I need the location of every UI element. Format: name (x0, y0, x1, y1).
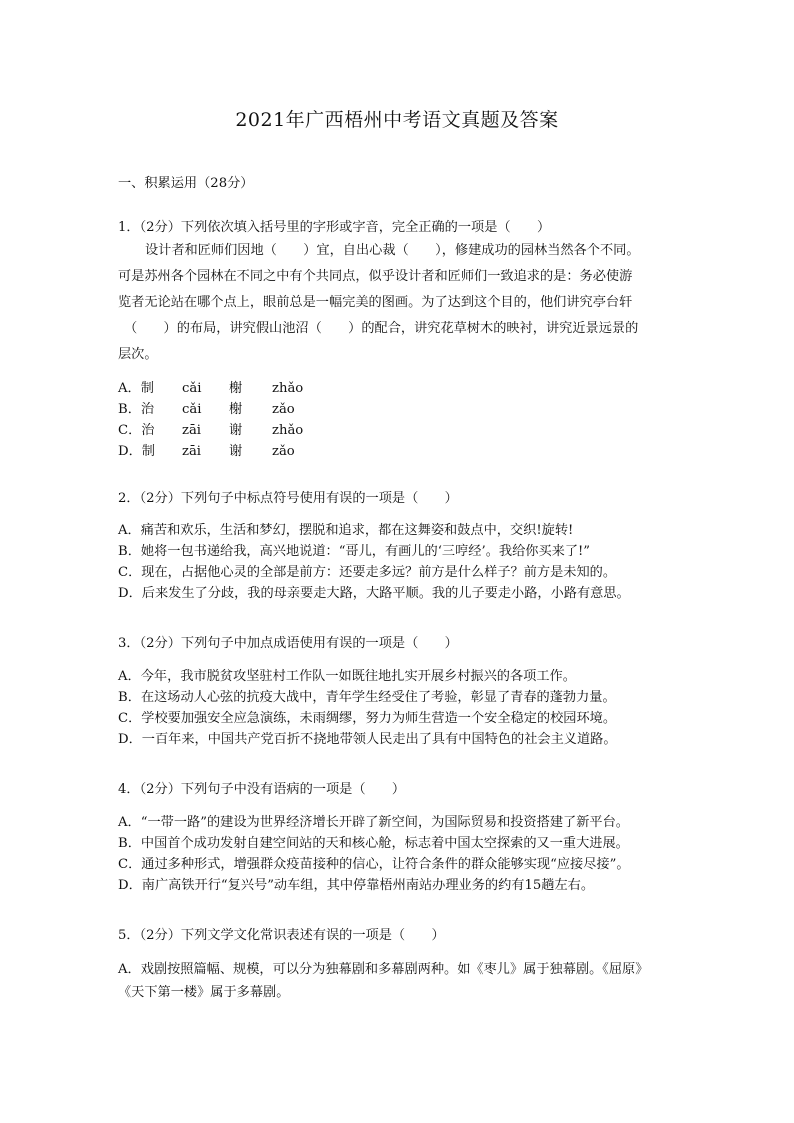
option-a: A．痛苦和欢乐，生活和梦幻，摆脱和追求，都在这舞姿和鼓点中，交织!旋转! (118, 523, 574, 538)
option-b: B．中国首个成功发射自建空间站的天和核心舱，标志着中国太空探索的又一重大进展。 (118, 836, 629, 851)
option-c-char: C．治 (118, 423, 155, 438)
option-c-pinyin: zāi (182, 423, 202, 438)
option-a (118, 378, 303, 399)
option-d (118, 441, 303, 462)
question-5-stem: 5．（2分）下列文学文化常识表述有误的一项是（ ） (118, 928, 445, 943)
option-d-pinyin-2: zǎo (272, 444, 295, 459)
option-b: B．她将一包书递给我，高兴地说道：“哥儿，有画儿的‘三哼经’。我给你买来了!” (118, 544, 591, 559)
option-d: D．一百年来，中国共产党百折不挠地带领人民走出了具有中国特色的社会主义道路。 (118, 732, 617, 747)
passage-line: 设计者和匠师们因地（ ）宜，自出心裁（ ），修建成功的园林当然各个不同。 (145, 243, 640, 258)
option-c (118, 420, 303, 441)
option-a-word: 榭 (229, 381, 243, 396)
option-c-pinyin-2: zhǎo (272, 423, 304, 438)
option-a-line-1: A．戏剧按照篇幅、规模，可以分为独幕剧和多幕剧两种。如《枣儿》属于独幕剧。《屈原》 (118, 962, 649, 977)
question-4-stem: 4．（2分）下列句子中没有语病的一项是（ ） (118, 782, 406, 797)
question-1-options (118, 378, 303, 462)
option-d: D．后来发生了分歧，我的母亲要走大路，大路平顺。我的儿子要走小路，小路有意思。 (118, 586, 630, 601)
option-b-char: B．治 (118, 402, 155, 417)
passage-line: （ ）的布局，讲究假山池沼（ ）的配合，讲究花草树木的映衬，讲究近景远景的 (124, 321, 639, 336)
question-1-stem: 1．（2分）下列依次填入括号里的字形或字音，完全正确的一项是（ ） (118, 220, 551, 235)
option-d-char: D．制 (118, 444, 155, 459)
passage-line: 层次。 (118, 347, 158, 362)
option-a-line-2: 《天下第一楼》属于多幕剧。 (118, 985, 290, 1000)
option-b-pinyin-2: zǎo (272, 402, 295, 417)
option-b-word: 榭 (229, 402, 243, 417)
passage-line: 可是苏州各个园林在不同之中有个共同点，似乎设计者和匠师们一致追求的是：务必使游 (118, 269, 633, 284)
question-4-options (118, 812, 630, 896)
option-a-pinyin-2: zhǎo (272, 381, 304, 396)
option-d-word: 谢 (229, 444, 243, 459)
question-5-option-a (118, 958, 678, 1004)
option-d-pinyin: zāi (182, 444, 202, 459)
option-a: A．“一带一路”的建设为世界经济增长开辟了新空间，为国际贸易和投资搭建了新平台。 (118, 815, 629, 830)
option-b: B．在这场动人心弦的抗疫大战中，青年学生经受住了考验，彰显了青春的蓬勃力量。 (118, 690, 616, 705)
question-2-options (118, 520, 630, 604)
section-heading: 一、积累运用（28分） (118, 176, 254, 191)
option-c-word: 谢 (229, 423, 243, 438)
option-c: C．现在，占据他心灵的全部是前方：还要走多远？前方是什么样子？前方是未知的。 (118, 565, 617, 580)
option-b (118, 399, 303, 420)
option-a-char: A．制 (118, 381, 154, 396)
option-c: C．学校要加强安全应急演练，未雨绸缪，努力为师生营造一个安全稳定的校园环境。 (118, 711, 617, 726)
option-c: C．通过多种形式，增强群众疫苗接种的信心，让符合条件的群众能够实现“应接尽接”。 (118, 857, 630, 872)
question-2-stem: 2．（2分）下列句子中标点符号使用有误的一项是（ ） (118, 491, 458, 506)
option-a: A．今年，我市脱贫攻坚驻村工作队一如既往地扎实开展乡村振兴的各项工作。 (118, 669, 576, 684)
question-3-stem: 3．（2分）下列句子中加点成语使用有误的一项是（ ） (118, 636, 458, 651)
option-d: D．南广高铁开行“复兴号”动车组，其中停靠梧州南站办理业务的约有15趟左右。 (118, 878, 595, 893)
question-3-options (118, 666, 617, 750)
document-title: 2021年广西梧州中考语文真题及答案 (235, 109, 559, 131)
passage-line: 览者无论站在哪个点上，眼前总是一幅完美的图画。为了达到这个目的，他们讲究亭台轩 (118, 295, 633, 310)
question-1-passage (118, 238, 678, 368)
option-b-pinyin: cǎi (182, 402, 202, 417)
option-a-pinyin: cǎi (182, 381, 202, 396)
